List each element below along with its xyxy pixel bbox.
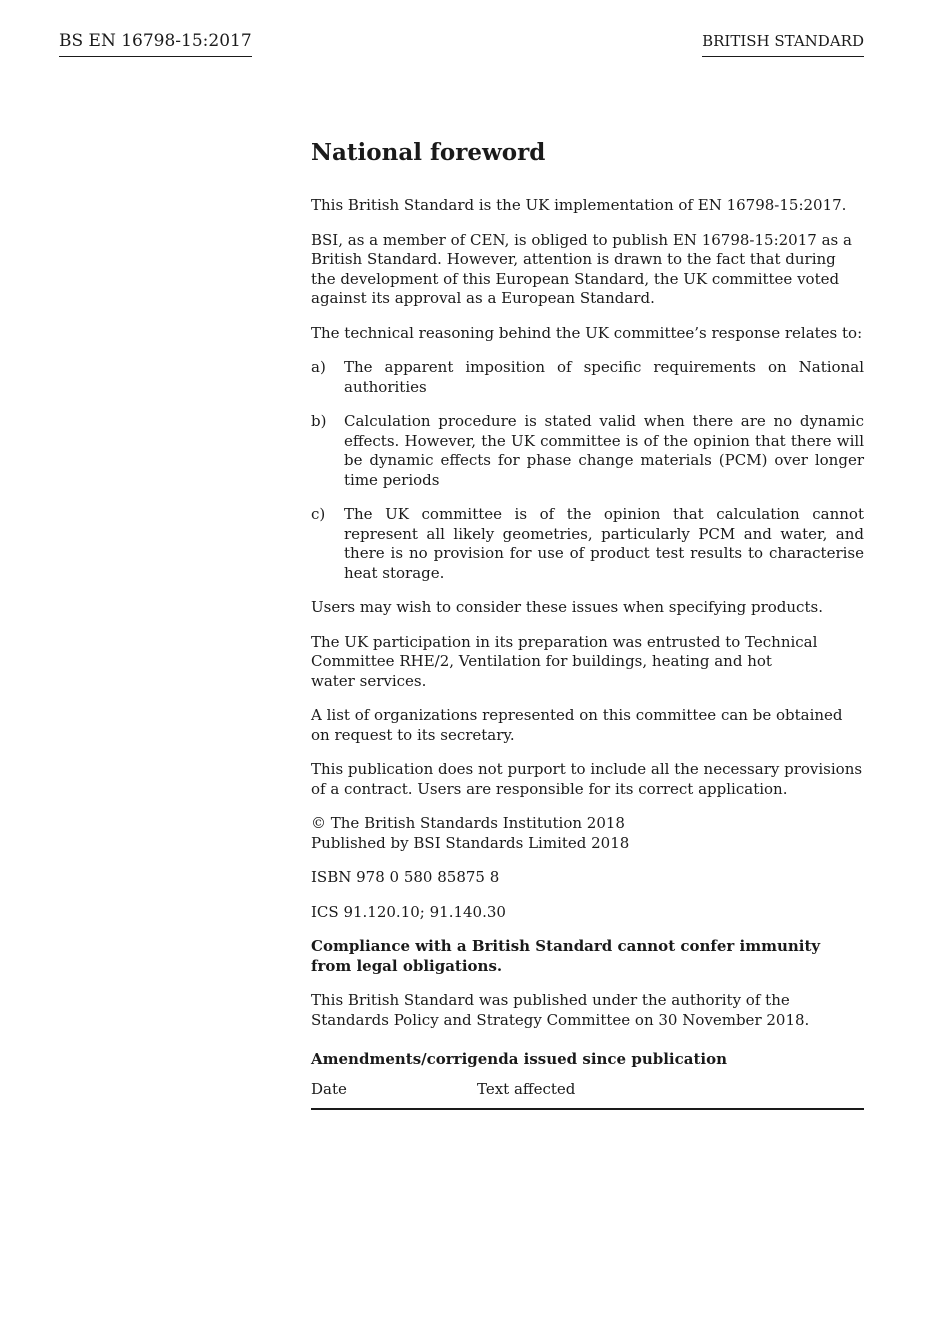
page-title: National foreword: [311, 139, 546, 166]
table-header-row: [311, 1080, 864, 1110]
reason-item-c: [311, 505, 864, 583]
reason-text: Calculation procedure is stated valid when there are no dynamic effects. However, the UK committee is of the opinion that there will be dynamic effects for phase change materials (PCM) over longer time periods: [344, 412, 864, 489]
organizations-paragraph: A list of organizations represented on this committee can be obtained on request to its secretary.: [311, 706, 843, 744]
amendments-table: [311, 1080, 864, 1111]
reasoning-paragraph: The technical reasoning behind the UK committee’s response relates to:: [311, 323, 863, 342]
list-marker: b): [311, 412, 327, 430]
reason-item-a: [311, 358, 864, 397]
list-marker: c): [311, 505, 326, 523]
users-paragraph: Users may wish to consider these issues when specifying products.: [311, 598, 823, 616]
publisher-line: Published by BSI Standards Limited 2018: [311, 833, 630, 852]
ics: ICS 91.120.10; 91.140.30: [311, 902, 506, 921]
copyright-block: [311, 814, 864, 853]
reason-item-b: [311, 412, 864, 490]
standard-type-header: BRITISH STANDARD: [702, 32, 864, 57]
authority-paragraph: [311, 991, 864, 1030]
national-foreword-section: [311, 138, 864, 1110]
implementation-paragraph: This British Standard is the UK implementation of EN 16798-15:2017.: [311, 196, 847, 214]
participation-line: water services.: [311, 671, 427, 690]
contract-paragraph: This publication does not purport to include all the necessary provisions of a contract. Users are responsible for its correct application.: [311, 760, 863, 798]
authority-line: Standards Policy and Strategy Committee on 30 November 2018.: [311, 1010, 810, 1029]
compliance-statement: Compliance with a British Standard cannot confer immunity from legal obligations.: [311, 937, 821, 975]
participation-line: Committee RHE/2, Ventilation for buildings, heating and hot: [311, 652, 772, 670]
participation-paragraph: [311, 633, 864, 692]
authority-line: This British Standard was published under the authority of the: [311, 991, 790, 1009]
isbn: ISBN 978 0 580 85875 8: [311, 868, 500, 886]
amendments-title: Amendments/corrigenda issued since publication: [311, 1050, 727, 1068]
reason-text: The UK committee is of the opinion that calculation cannot represent all likely geometries, particularly PCM and water, and there is no provision for use of product test results to characterise heat storage.: [344, 505, 864, 582]
copyright-line: © The British Standards Institution 2018: [311, 814, 625, 832]
document-id-header: BS EN 16798-15:2017: [59, 31, 252, 57]
cen-paragraph: BSI, as a member of CEN, is obliged to publish EN 16798-15:2017 as a British Standard. However, attention is drawn to the fact that during the development of this European Standard, the UK committee voted against its approval as a European Standard.: [311, 230, 852, 307]
reasons-list: [311, 358, 864, 583]
date-column-header: Date: [311, 1080, 477, 1110]
participation-line: The UK participation in its preparation was entrusted to Technical: [311, 632, 818, 651]
list-marker: a): [311, 358, 326, 376]
reason-text: The apparent imposition of specific requirements on National authorities: [344, 358, 864, 396]
text-affected-column-header: Text affected: [477, 1080, 864, 1110]
